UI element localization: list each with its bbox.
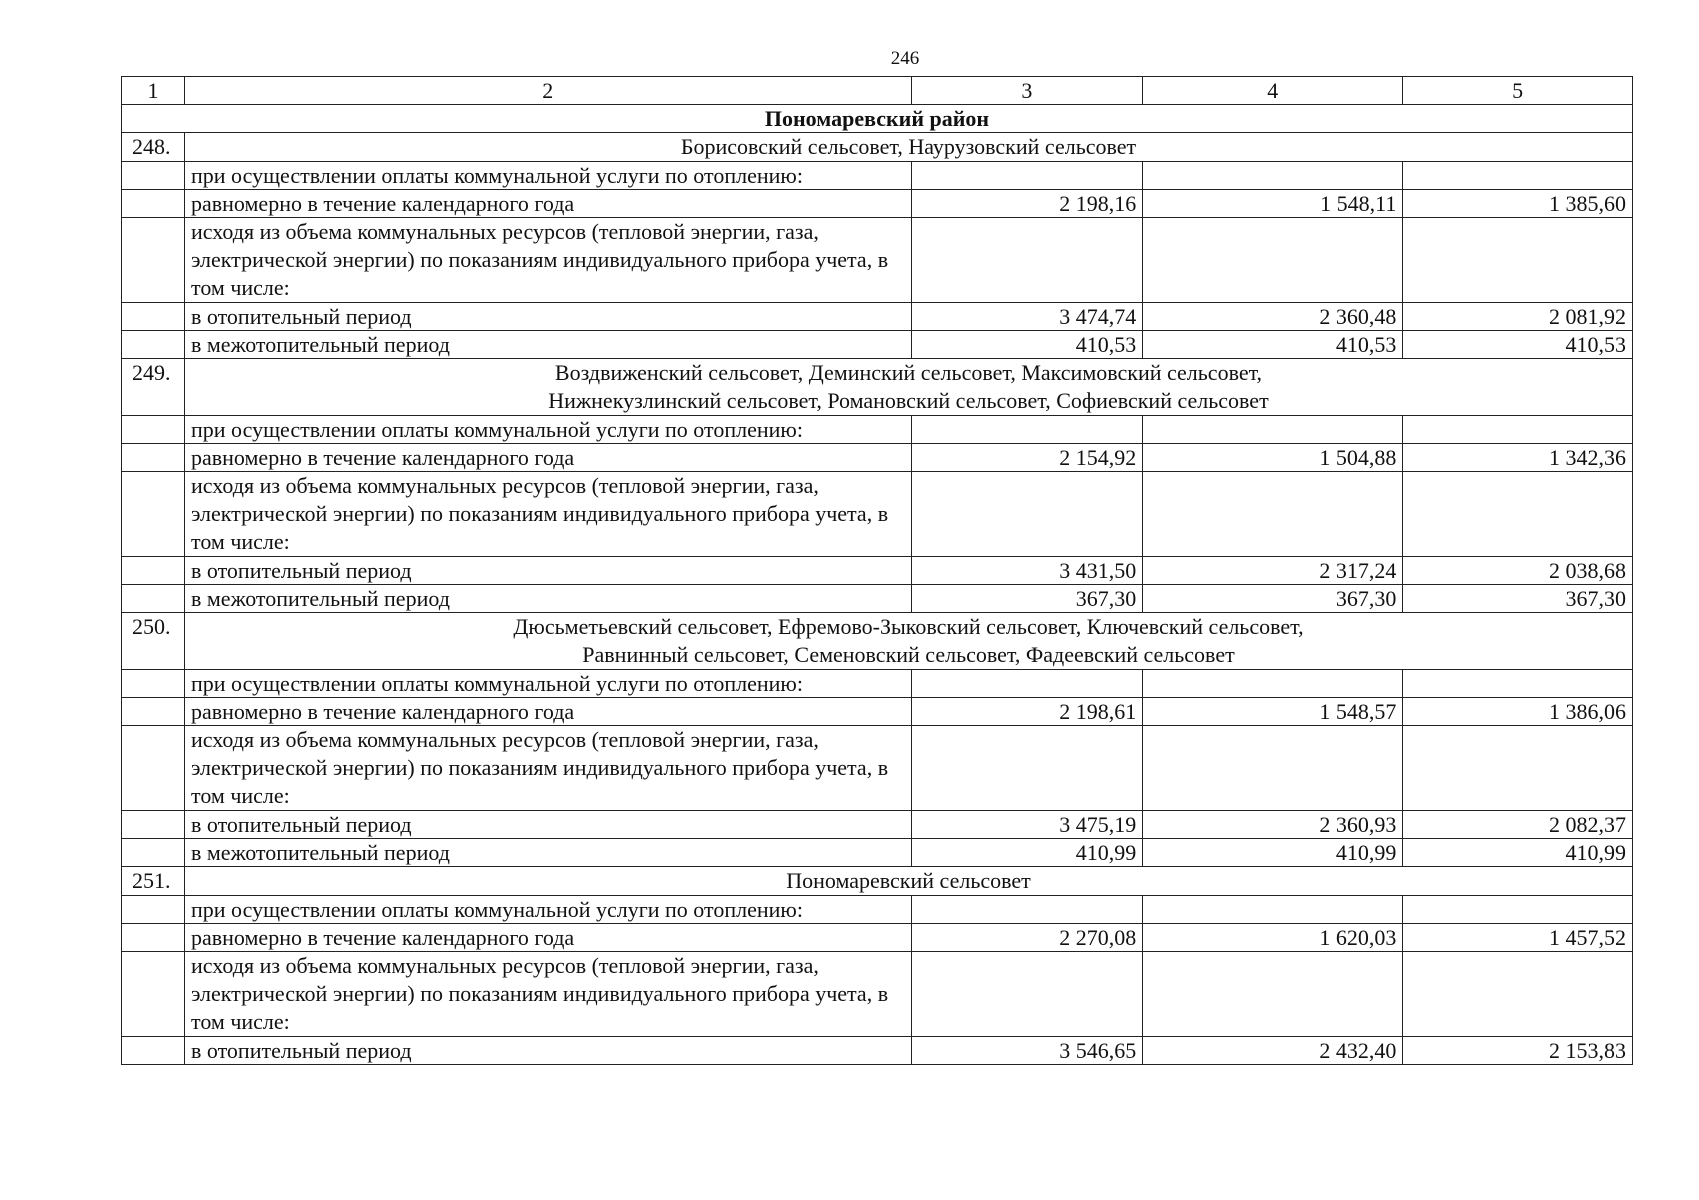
value-cell: 1 548,57 <box>1143 698 1403 726</box>
value-cell <box>1143 416 1403 444</box>
value-cell <box>1143 952 1403 1037</box>
empty-cell <box>122 444 185 472</box>
value-cell <box>1143 218 1403 303</box>
value-cell: 1 620,03 <box>1143 924 1403 952</box>
header-col-1: 1 <box>122 77 185 105</box>
empty-cell <box>122 416 185 444</box>
row-label: исходя из объема коммунальных ресурсов (тепловой энергии, газа, электрической энергии) по показаниям индивидуального прибора учета, в том числе: <box>185 726 912 811</box>
group-title-line: Равнинный сельсовет, Семеновский сельсовет, Фадеевский сельсовет <box>582 642 1235 667</box>
value-cell: 2 081,92 <box>1403 303 1633 331</box>
value-cell: 1 457,52 <box>1403 924 1633 952</box>
group-title <box>185 613 1633 670</box>
value-cell: 2 360,48 <box>1143 303 1403 331</box>
empty-cell <box>122 811 185 839</box>
value-cell <box>1143 162 1403 190</box>
row-label: исходя из объема коммунальных ресурсов (тепловой энергии, газа, электрической энергии) по показаниям индивидуального прибора учета, в том числе: <box>185 218 912 303</box>
group-number: 248. <box>122 133 185 162</box>
value-cell <box>911 218 1143 303</box>
value-cell: 3 474,74 <box>911 303 1143 331</box>
table-row <box>122 557 1633 585</box>
value-cell: 2 317,24 <box>1143 557 1403 585</box>
header-col-5: 5 <box>1403 77 1633 105</box>
group-header-row <box>122 613 1633 670</box>
value-cell: 2 082,37 <box>1403 811 1633 839</box>
value-cell <box>1403 218 1633 303</box>
empty-cell <box>122 839 185 867</box>
row-label: равномерно в течение календарного года <box>185 924 912 952</box>
row-label: при осуществлении оплаты коммунальной услуги по отоплению: <box>185 162 912 190</box>
value-cell <box>1403 670 1633 698</box>
value-cell <box>1143 670 1403 698</box>
table-row <box>122 952 1633 1037</box>
row-label: исходя из объема коммунальных ресурсов (тепловой энергии, газа, электрической энергии) по показаниям индивидуального прибора учета, в том числе: <box>185 472 912 557</box>
value-cell: 2 038,68 <box>1403 557 1633 585</box>
row-label: равномерно в течение календарного года <box>185 698 912 726</box>
empty-cell <box>122 331 185 359</box>
group-title-line: Нижнекузлинский сельсовет, Романовский сельсовет, Софиевский сельсовет <box>548 388 1269 413</box>
table-row <box>122 472 1633 557</box>
table-row <box>122 162 1633 190</box>
empty-cell <box>122 670 185 698</box>
row-label: в отопительный период <box>185 811 912 839</box>
row-label: при осуществлении оплаты коммунальной услуги по отоплению: <box>185 896 912 924</box>
value-cell: 410,53 <box>1403 331 1633 359</box>
empty-cell <box>122 952 185 1037</box>
row-label: в отопительный период <box>185 303 912 331</box>
page-number: 246 <box>890 48 920 69</box>
table-row <box>122 839 1633 867</box>
table-row <box>122 1037 1633 1065</box>
value-cell <box>911 416 1143 444</box>
header-col-3: 3 <box>911 77 1143 105</box>
table-row <box>122 303 1633 331</box>
value-cell: 367,30 <box>1143 585 1403 613</box>
row-label: в отопительный период <box>185 1037 912 1065</box>
table-row <box>122 726 1633 811</box>
value-cell <box>1403 162 1633 190</box>
value-cell: 1 548,11 <box>1143 190 1403 218</box>
table-row <box>122 190 1633 218</box>
row-label: равномерно в течение календарного года <box>185 444 912 472</box>
group-header-row <box>122 133 1633 162</box>
value-cell: 2 198,16 <box>911 190 1143 218</box>
empty-cell <box>122 585 185 613</box>
row-label: при осуществлении оплаты коммунальной услуги по отоплению: <box>185 416 912 444</box>
empty-cell <box>122 557 185 585</box>
value-cell: 410,99 <box>1143 839 1403 867</box>
value-cell: 2 360,93 <box>1143 811 1403 839</box>
empty-cell <box>122 698 185 726</box>
empty-cell <box>122 726 185 811</box>
group-number: 250. <box>122 613 185 670</box>
tariff-table <box>121 76 1633 1065</box>
region-row <box>122 105 1633 133</box>
value-cell: 3 546,65 <box>911 1037 1143 1065</box>
empty-cell <box>122 218 185 303</box>
value-cell: 367,30 <box>1403 585 1633 613</box>
empty-cell <box>122 924 185 952</box>
group-title-line: Воздвиженский сельсовет, Деминский сельсовет, Максимовский сельсовет, <box>554 360 1263 385</box>
value-cell <box>911 670 1143 698</box>
group-header-row <box>122 359 1633 416</box>
header-col-2: 2 <box>185 77 912 105</box>
value-cell <box>1143 726 1403 811</box>
value-cell: 367,30 <box>911 585 1143 613</box>
value-cell <box>911 726 1143 811</box>
value-cell <box>1403 952 1633 1037</box>
table-row <box>122 585 1633 613</box>
empty-cell <box>122 1037 185 1065</box>
group-number: 249. <box>122 359 185 416</box>
table-row <box>122 698 1633 726</box>
value-cell: 410,53 <box>911 331 1143 359</box>
value-cell: 2 154,92 <box>911 444 1143 472</box>
empty-cell <box>122 896 185 924</box>
group-title-line: Дюсьметьевский сельсовет, Ефремово-Зыковский сельсовет, Ключевский сельсовет, <box>513 614 1304 639</box>
value-cell: 2 270,08 <box>911 924 1143 952</box>
group-title <box>185 867 1633 896</box>
group-number: 251. <box>122 867 185 896</box>
header-col-4: 4 <box>1143 77 1403 105</box>
value-cell: 2 153,83 <box>1403 1037 1633 1065</box>
value-cell <box>1403 726 1633 811</box>
value-cell: 2 432,40 <box>1143 1037 1403 1065</box>
empty-cell <box>122 190 185 218</box>
value-cell: 410,99 <box>1403 839 1633 867</box>
empty-cell <box>122 472 185 557</box>
column-number-header <box>122 77 1633 105</box>
value-cell <box>911 896 1143 924</box>
row-label: при осуществлении оплаты коммунальной услуги по отоплению: <box>185 670 912 698</box>
value-cell <box>911 952 1143 1037</box>
row-label: исходя из объема коммунальных ресурсов (тепловой энергии, газа, электрической энергии) по показаниям индивидуального прибора учета, в том числе: <box>185 952 912 1037</box>
value-cell: 2 198,61 <box>911 698 1143 726</box>
group-title-line: Борисовский сельсовет, Наурузовский сельсовет <box>680 134 1137 159</box>
region-title: Пономаревский район <box>122 105 1633 133</box>
table-row <box>122 811 1633 839</box>
value-cell <box>1403 896 1633 924</box>
table-row <box>122 896 1633 924</box>
table-row <box>122 416 1633 444</box>
group-title <box>185 133 1633 162</box>
value-cell: 3 431,50 <box>911 557 1143 585</box>
group-header-row <box>122 867 1633 896</box>
empty-cell <box>122 162 185 190</box>
row-label: в межотопительный период <box>185 585 912 613</box>
value-cell <box>1143 896 1403 924</box>
row-label: в межотопительный период <box>185 839 912 867</box>
value-cell: 1 504,88 <box>1143 444 1403 472</box>
value-cell <box>911 162 1143 190</box>
group-title-line: Пономаревский сельсовет <box>786 868 1031 893</box>
table-row <box>122 331 1633 359</box>
value-cell: 1 342,36 <box>1403 444 1633 472</box>
row-label: в межотопительный период <box>185 331 912 359</box>
table-row <box>122 444 1633 472</box>
value-cell: 410,53 <box>1143 331 1403 359</box>
table-row <box>122 218 1633 303</box>
value-cell: 1 386,06 <box>1403 698 1633 726</box>
empty-cell <box>122 303 185 331</box>
group-title <box>185 359 1633 416</box>
table-row <box>122 670 1633 698</box>
value-cell <box>911 472 1143 557</box>
value-cell <box>1143 472 1403 557</box>
value-cell <box>1403 472 1633 557</box>
value-cell <box>1403 416 1633 444</box>
value-cell: 1 385,60 <box>1403 190 1633 218</box>
value-cell: 410,99 <box>911 839 1143 867</box>
value-cell: 3 475,19 <box>911 811 1143 839</box>
row-label: в отопительный период <box>185 557 912 585</box>
row-label: равномерно в течение календарного года <box>185 190 912 218</box>
table-row <box>122 924 1633 952</box>
